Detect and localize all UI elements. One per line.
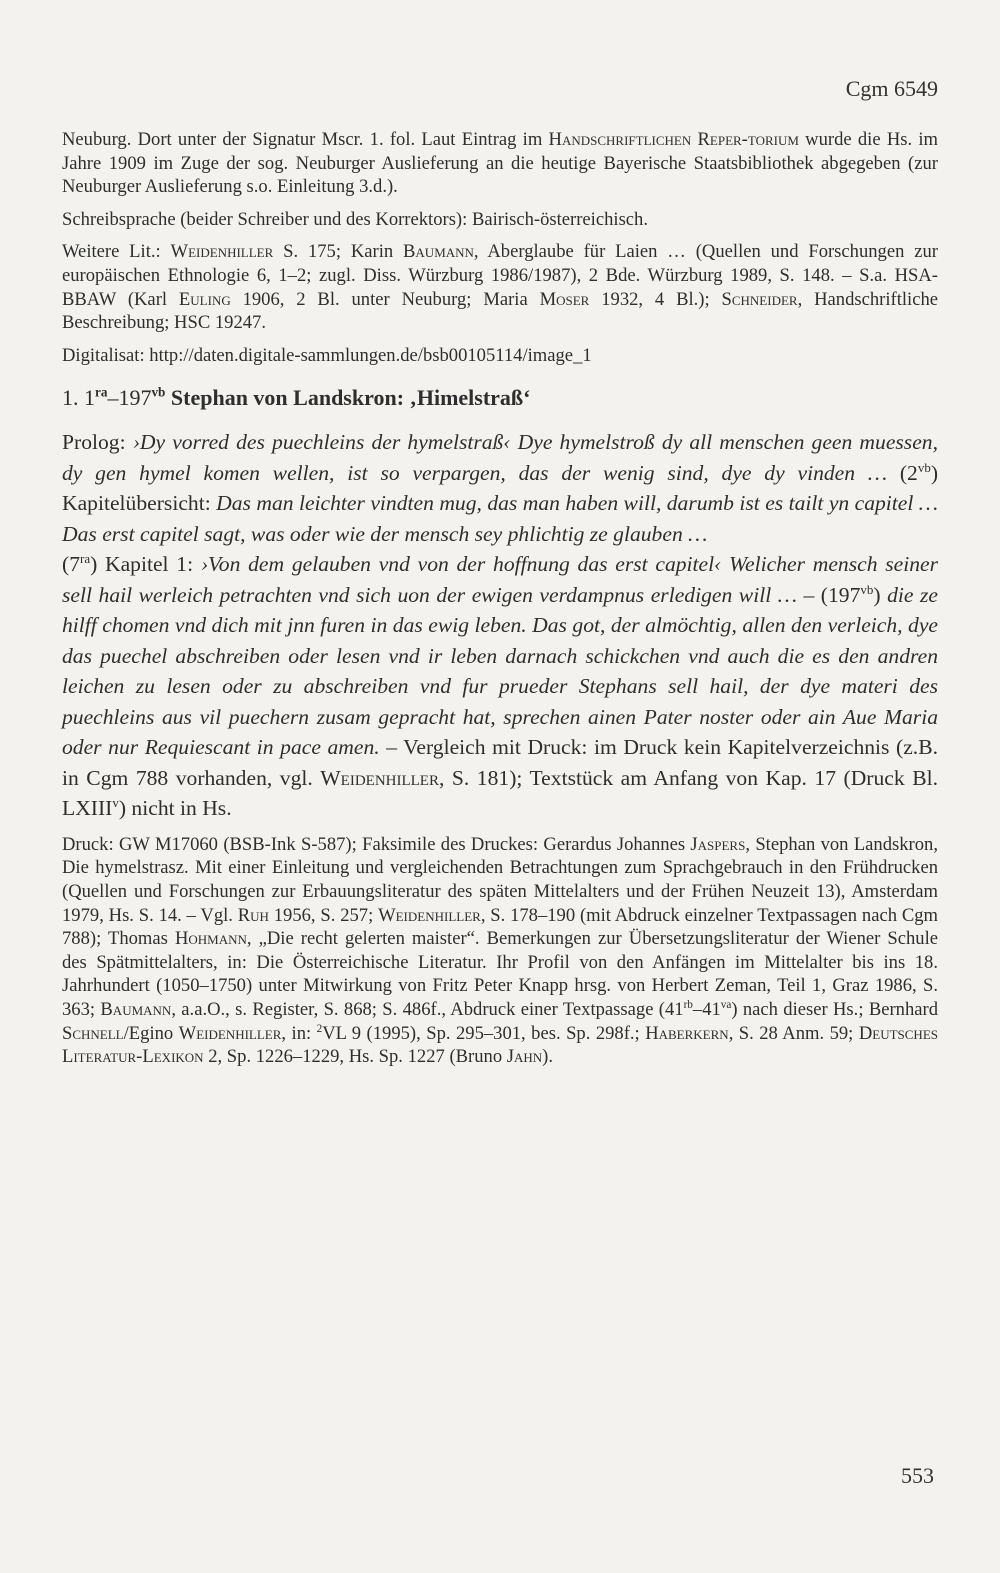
text-run: 2, Sp. 1226–1229, Hs. Sp. 1227 (Bruno xyxy=(203,1046,507,1068)
text-run: Baumann xyxy=(100,999,172,1020)
text-run: , „Die recht gelerten maister“. Bemerkungen zur Übersetzungsliteratur der Wiener Schule des Spätmittelalters, in: Die Österreichische Literatur. Ihr Profil von den Anfängen im Mittelalter bis ins 18. Jahrhundert (1050–1750) unter Mitwirkung von Fritz Peter Knapp hrsg. von Herbert Zeman, Teil 1, Graz 1986, S. 363; xyxy=(62,928,938,1020)
text-run: Schnell xyxy=(62,1022,124,1044)
superscript: vb xyxy=(917,459,931,475)
schreibsprache-paragraph: Schreibsprache (beider Schreiber und des Korrektors): Bairisch-österreichisch. xyxy=(62,208,649,230)
text-run: Hohmann xyxy=(174,928,247,950)
text-run: , Stephan von Landskron, Die hymelstrasz. Mit einer Einleitung und vergleichenden Betrachtungen zum Sprachgebrauch in den Frühdrucken (Quellen und Forschungen zur Erbauungsliteratur des späten Mittelalters und der Frühen Neuzeit 13), Amsterdam 1979, Hs. S. 14. – Vgl. xyxy=(62,833,938,926)
text-run: Weidenhiller xyxy=(320,765,439,790)
text-run: –41 xyxy=(692,999,721,1020)
prolog-paragraph xyxy=(62,427,938,549)
superscript: 2 xyxy=(316,1022,323,1035)
text-run: Weidenhiller xyxy=(178,1022,282,1044)
kapitel-paragraph xyxy=(62,549,938,824)
text-run: ) nicht in Hs. xyxy=(118,796,232,821)
quoted-text: Das man leichter vindten mug, das man haben will, darumb ist es tailt yn capitel … Das erst capitel sagt, was oder wie der mensch sey phlichtig ze glauben … xyxy=(62,491,939,546)
text-run: Stephan von Landskron: ‚Himelstraß‘ xyxy=(165,385,531,411)
text-run: (2 xyxy=(887,460,918,485)
superscript: rb xyxy=(683,998,693,1011)
text-run: Handschriftlichen Reper-torium xyxy=(548,129,799,150)
text-run: VL 9 (1995), Sp. 295–301, bes. Sp. 298f.; xyxy=(322,1022,646,1044)
text-run: /Egino xyxy=(123,1022,179,1044)
druck-paragraph xyxy=(62,833,938,1069)
main-text xyxy=(62,128,938,1069)
page-number: 553 xyxy=(901,1463,934,1488)
text-run: 1932, 4 Bl.); xyxy=(589,288,722,310)
text-run: 1. 1 xyxy=(62,385,95,411)
text-run: Schneider xyxy=(721,288,798,310)
text-run: 1956, S. 257; xyxy=(268,904,379,926)
text-run: Ruh xyxy=(237,904,269,926)
text-run: , Aberglaube für Laien … (Quellen und Forschungen zur europäischen Ethnologie 6, 1–2; zugl. Diss. Würzburg 1986/1987), 2 Bde. Würzburg 1989, S. 148. – S.a. HSA-BBAW (Karl xyxy=(62,241,938,310)
text-run: Euling xyxy=(178,288,231,310)
text-run: Weidenhiller xyxy=(170,241,274,263)
quoted-text: ›Von dem gelauben vnd von der hoffnung das erst capitel‹ Welicher mensch seiner sell hail werleich petrachten vnd sich uon der ewigen verdampnus erledigen will … xyxy=(62,552,938,607)
text-run: , S. 28 Anm. 59; xyxy=(728,1022,859,1044)
digitalisat-link[interactable]: Digitalisat: http://daten.digitale-sammlungen.de/bsb00105114/image_1 xyxy=(62,344,592,366)
text-run: ). xyxy=(542,1046,554,1068)
text-run: Baumann xyxy=(403,241,474,263)
provenance-paragraph xyxy=(62,128,938,199)
text-run: Haberkern xyxy=(645,1022,729,1044)
text-run: Deutsches Literatur-Lexikon xyxy=(62,1022,938,1068)
text-run: , in: xyxy=(281,1022,317,1044)
text-run: ) Kapitel 1: xyxy=(90,552,201,577)
text-run: –197 xyxy=(107,385,152,411)
superscript: ra xyxy=(95,385,108,401)
text-run: Neuburg. Dort unter der Signatur Mscr. 1. fol. Laut Eintrag im xyxy=(62,129,549,150)
text-run: , S. 178–190 (mit Abdruck einzelner Textpassagen nach Cgm 788); Thomas xyxy=(62,904,938,950)
text-run: – (197 xyxy=(796,582,861,607)
quoted-text: die ze hilff chomen vnd dich mit jnn furen in das ewig leben. Das got, der almöchtig, allen den verleich, dye das puechel abschreiben oder lesen vnd ir leben darnach schickchen vnd auch die es den andren leichen zu lesen oder zu abschreiben vnd fur prueder Stephans sell hail, der dye materi des puechleins aus vil puechern zusam gepracht hat, sprechen ainen Pater noster oder ain Aue Maria oder nur Requiescant in pace amen. xyxy=(62,582,938,760)
superscript: va xyxy=(720,998,732,1011)
text-run: ) xyxy=(873,582,888,607)
text-run: , S. 181); Textstück am Anfang von Kap. 17 (Druck Bl. LXIII xyxy=(62,765,938,821)
text-run: Jaspers xyxy=(690,833,746,855)
text-run: (7 xyxy=(62,552,80,577)
text-run: 1906, 2 Bl. unter Neuburg; Maria xyxy=(230,288,540,310)
superscript: vb xyxy=(860,581,874,597)
text-run: ) Kapitelübersicht: xyxy=(62,460,939,516)
quoted-text: ›Dy vorred des puechleins der hymelstraß‹ Dye hymelstroß dy all menschen geen muessen, dy gen hymel komen wellen, ist so verpargen, das der wenig sind, dye dy vinden … xyxy=(62,430,938,485)
text-run: – Vergleich mit Druck: im Druck kein Kapitelverzeichnis (z.B. in Cgm 788 vorhanden, vgl. xyxy=(62,735,939,790)
superscript: ra xyxy=(80,551,91,567)
text-run: Prolog: xyxy=(62,430,133,455)
text-run: wurde die Hs. im Jahre 1909 im Zuge der sog. Neuburger Auslieferung an die heutige Bayerische Staatsbibliothek abgegeben (zur Neuburger Auslieferung s.o. Einleitung 3.d.). xyxy=(62,129,938,198)
text-run: ) nach dieser Hs.; Bernhard xyxy=(731,999,938,1020)
text-run: , a.a.O., s. Register, S. 868; S. 486f., Abdruck einer Textpassage (41 xyxy=(171,999,684,1020)
text-run: S. 175; Karin xyxy=(273,241,404,263)
text-run: Jahn xyxy=(506,1046,543,1068)
text-run: Moser xyxy=(539,288,590,310)
text-run: Druck: GW M17060 (BSB-Ink S-587); Faksimile des Druckes: Gerardus Johannes xyxy=(62,833,691,855)
running-head: Cgm 6549 xyxy=(845,76,938,101)
superscript: v xyxy=(112,795,119,811)
text-run: , Handschriftliche Beschreibung; HSC 19247. xyxy=(62,288,938,334)
text-run: Weitere Lit.: xyxy=(62,241,171,263)
text-run: Weidenhiller xyxy=(378,904,481,926)
superscript: vb xyxy=(151,385,166,401)
weitere-literatur-paragraph xyxy=(62,240,938,334)
entry-title xyxy=(62,383,938,413)
